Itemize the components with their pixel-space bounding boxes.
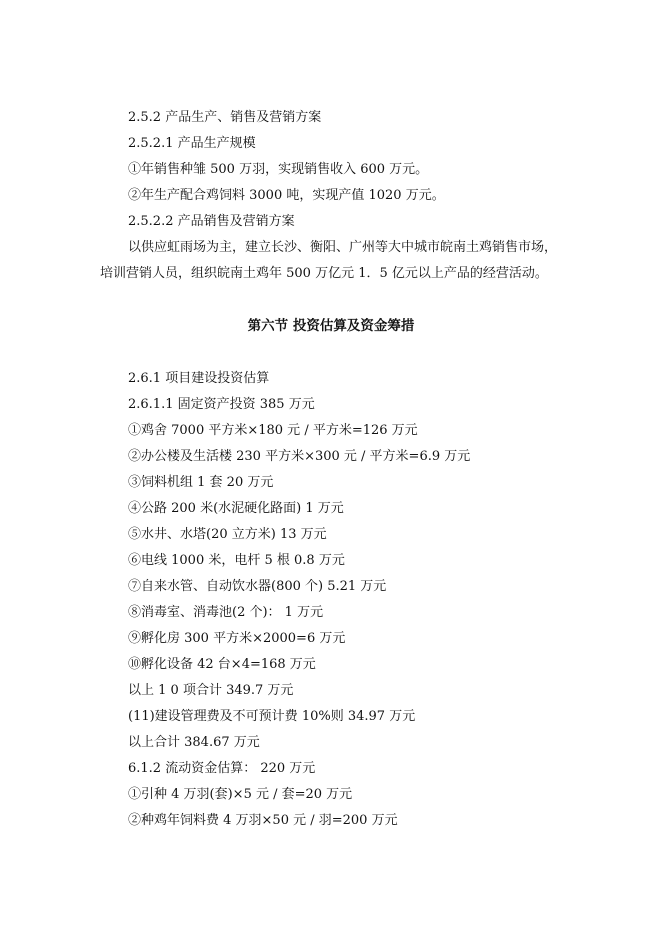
management-fee-line: (11)建设管理费及不可预计费 10%则 34.97 万元: [128, 709, 416, 724]
list-item: ⑥电线 1000 米，电杆 5 根 0.8 万元: [128, 553, 345, 568]
list-item: ①年销售种雏 500 万羽，实现销售收入 600 万元。: [128, 162, 429, 177]
list-item: ⑨孵化房 300 平方米×2000=6 万元: [128, 631, 346, 646]
paragraph-line: 培训营销人员，组织皖南土鸡年 500 万亿元 1．5 亿元以上产品的经营活动。: [100, 266, 548, 281]
list-item: ③饲料机组 1 套 20 万元: [128, 475, 274, 490]
section-title: 第六节 投资估算及资金筹措: [247, 318, 415, 334]
list-item: ⑧消毒室、消毒池(2 个)： 1 万元: [128, 605, 324, 620]
fixed-assets-line: 2.6.1.1 固定资产投资 385 万元: [128, 397, 315, 412]
list-item: ④公路 200 米(水泥硬化路面) 1 万元: [128, 501, 344, 516]
list-item: ②年生产配合鸡饲料 3000 吨，实现产值 1020 万元。: [128, 188, 445, 203]
subsection-heading-2-5-2-2: 2.5.2.2 产品销售及营销方案: [128, 214, 295, 229]
list-item: ①引种 4 万羽(套)×5 元 / 套=20 万元: [128, 787, 353, 802]
list-item: ①鸡舍 7000 平方米×180 元 / 平方米=126 万元: [128, 423, 418, 438]
section-heading-2-6-1: 2.6.1 项目建设投资估算: [128, 371, 270, 386]
list-item: ②种鸡年饲料费 4 万羽×50 元 / 羽=200 万元: [128, 813, 398, 828]
total-line: 以上合计 384.67 万元: [128, 735, 260, 750]
subtotal-line: 以上 1 0 项合计 349.7 万元: [128, 683, 294, 698]
paragraph-line: 以供应虹雨场为主，建立长沙、衡阳、广州等大中城市皖南土鸡销售市场，: [128, 240, 558, 255]
list-item: ⑦自来水管、自动饮水器(800 个) 5.21 万元: [128, 579, 387, 594]
working-capital-heading: 6.1.2 流动资金估算： 220 万元: [128, 761, 316, 776]
list-item: ⑩孵化设备 42 台×4=168 万元: [128, 657, 316, 672]
list-item: ②办公楼及生活楼 230 平方米×300 元 / 平方米=6.9 万元: [128, 449, 471, 464]
section-heading-2-5-2: 2.5.2 产品生产、销售及营销方案: [128, 110, 322, 125]
list-item: ⑤水井、水塔(20 立方米) 13 万元: [128, 527, 327, 542]
subsection-heading-2-5-2-1: 2.5.2.1 产品生产规模: [128, 136, 256, 151]
